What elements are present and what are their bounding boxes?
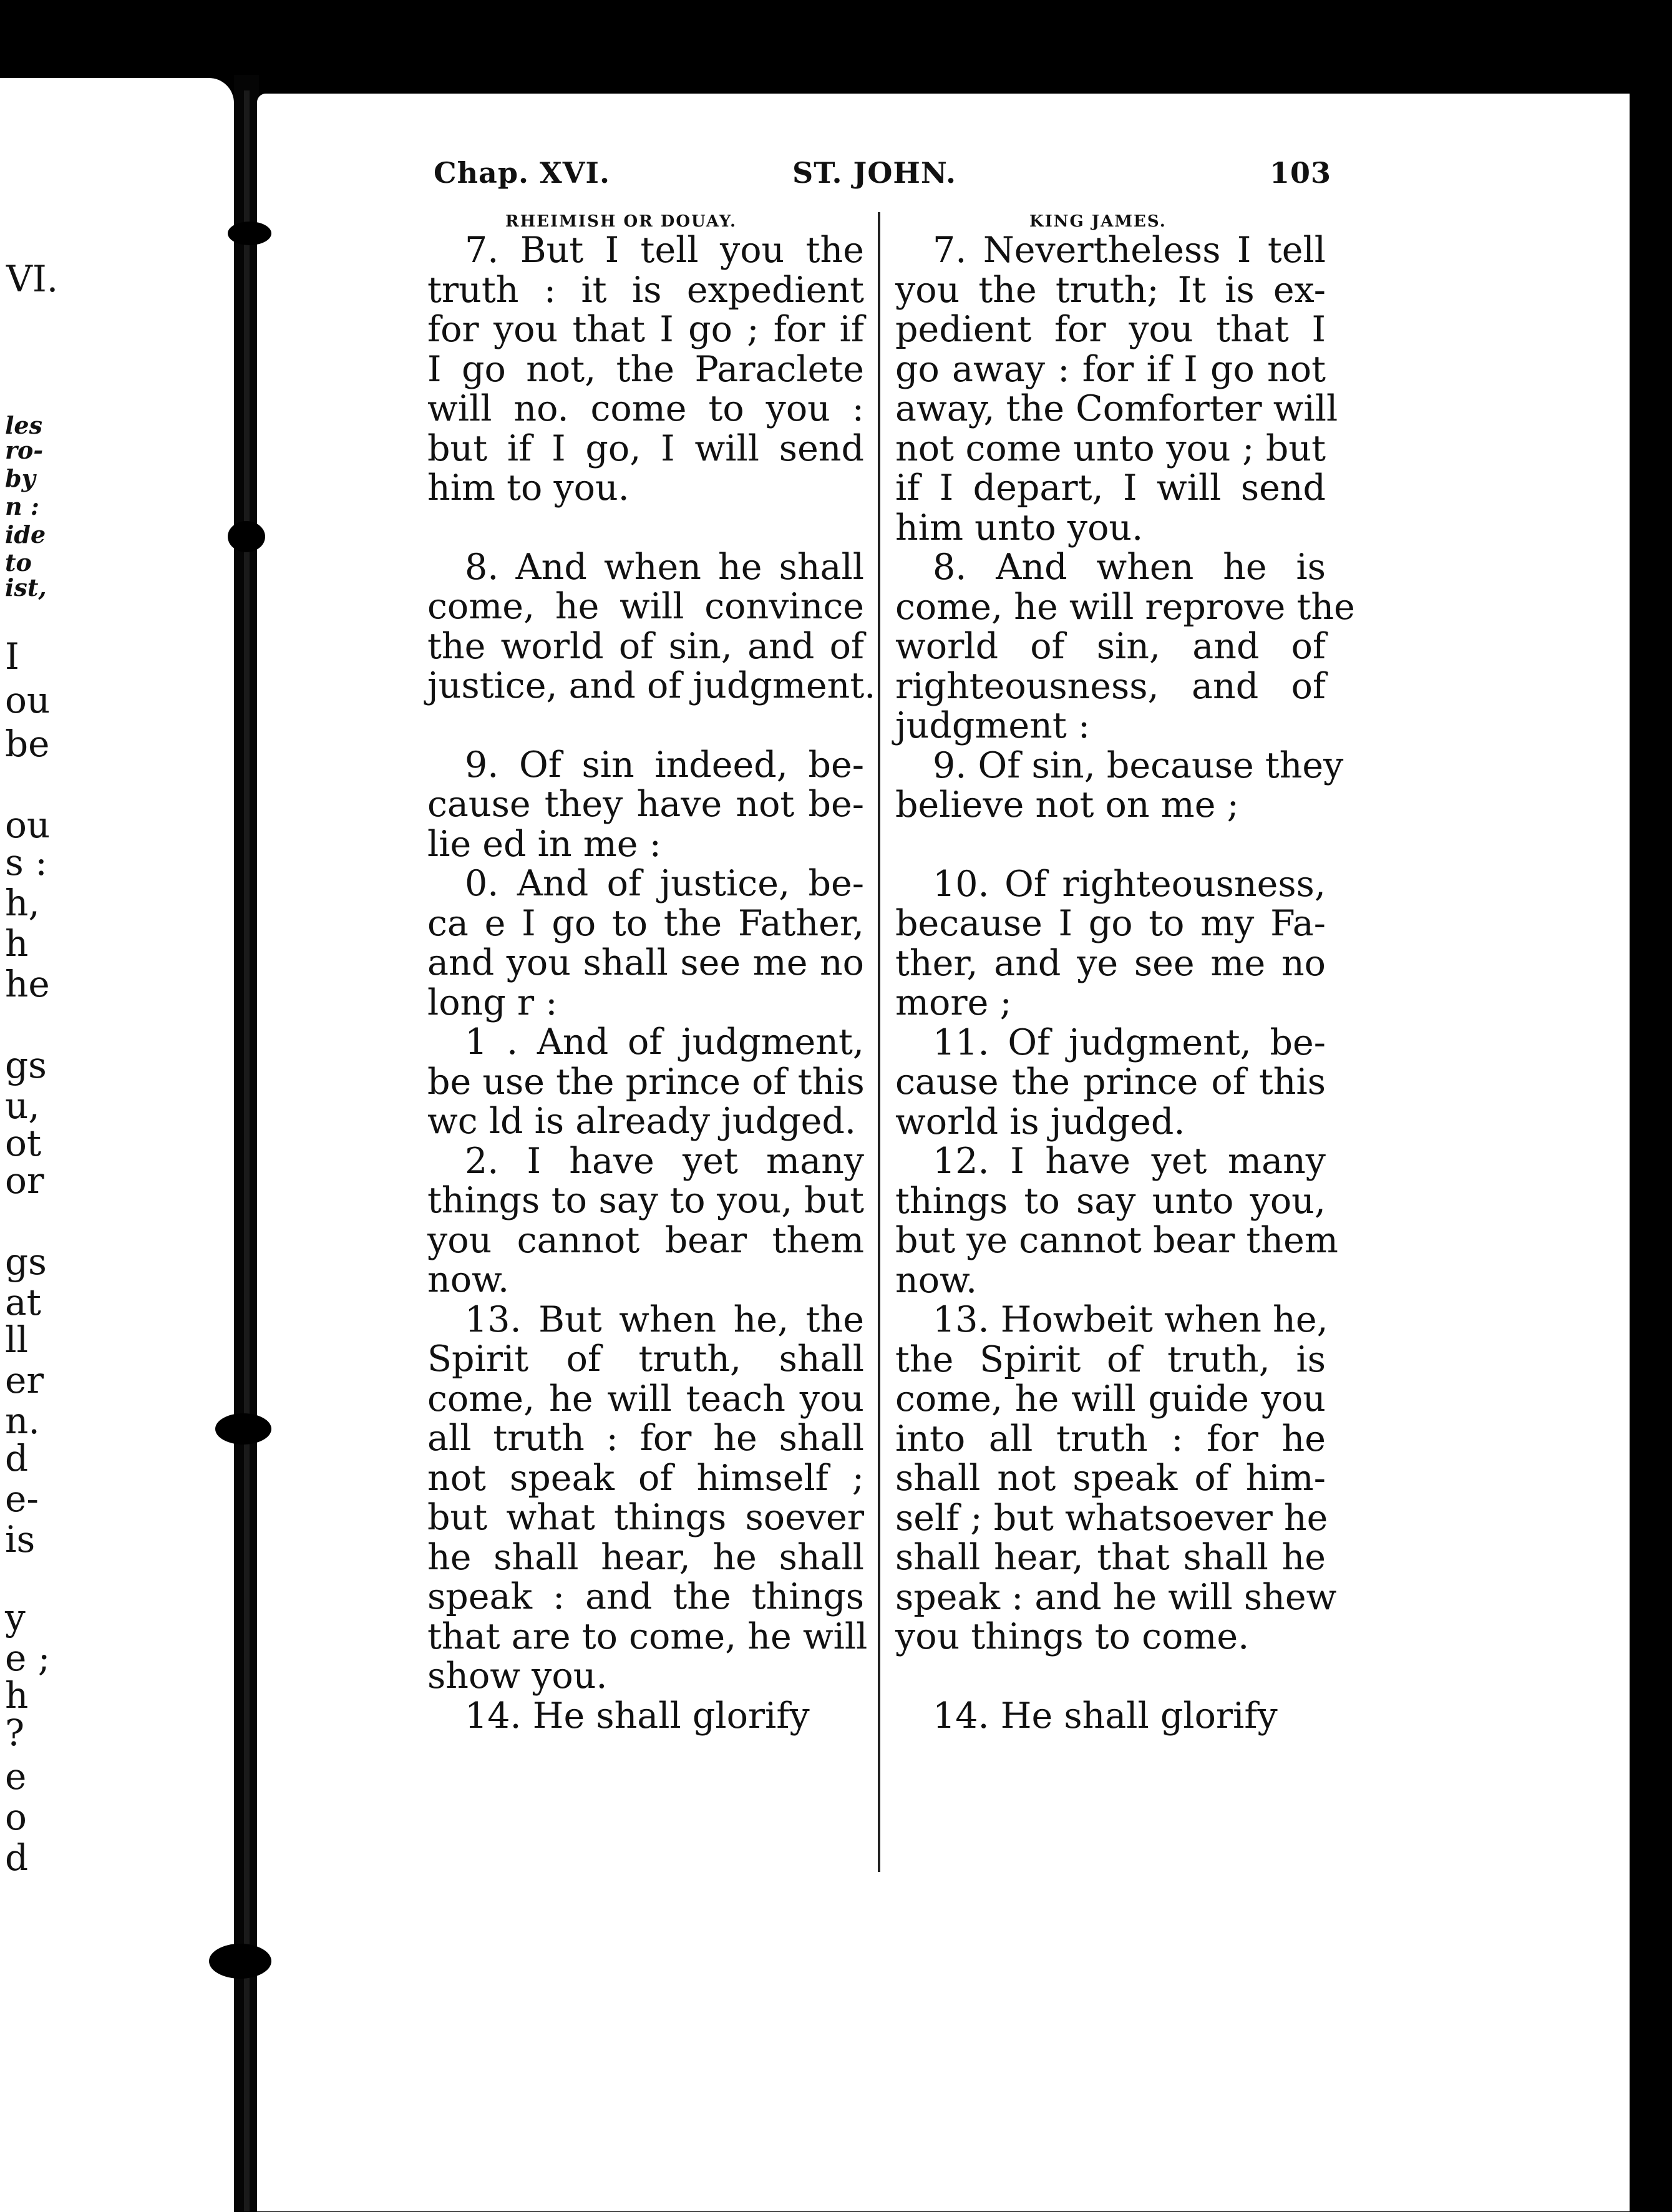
verse-line: but what things soever [427, 1497, 864, 1538]
verse [895, 1299, 1337, 1657]
verse-line: 9. Of sin indeed, be- [465, 744, 864, 786]
verse-line: come, he will convince [427, 586, 864, 627]
verse-line: come, he will guide you [895, 1378, 1326, 1420]
douay-column-heading: RHEIMISH OR DOUAY. [505, 212, 737, 231]
verse-line: pedient for you that I [895, 309, 1326, 350]
verse-line: into all truth : for he [895, 1418, 1326, 1459]
verse [427, 231, 864, 509]
verse-line: 9. Of sin, because they [933, 744, 1344, 786]
left-page-text-fragment: s : [5, 841, 47, 884]
verse-line: 11. Of judgment, be- [933, 1021, 1326, 1063]
verse [427, 1142, 864, 1300]
verse-line: wc ld is already judged. [427, 1101, 856, 1142]
verse [427, 546, 876, 706]
left-page-text-fragment: he [5, 963, 50, 1005]
left-page-text-fragment: gs [5, 1044, 47, 1086]
column-divider [878, 212, 880, 1872]
verse-line: things to say unto you, [895, 1180, 1326, 1222]
page-number: 103 [1270, 156, 1332, 190]
verse-line: 8. And when he shall [465, 546, 864, 588]
verse-line: cause they have not be- [427, 784, 864, 825]
verse-line: and you shall see me no [427, 942, 864, 983]
verse-line: you the truth; It is ex- [895, 269, 1326, 311]
verse-line: the world of sin, and of [427, 625, 864, 667]
verse-line: shall not speak of him- [895, 1458, 1326, 1499]
binding-thread [244, 90, 250, 2211]
verse [895, 744, 1344, 826]
verse-line: I go not, the Paraclete [427, 348, 864, 390]
verse-line: him to you. [427, 467, 629, 509]
chapter-heading: Chap. XVI. [434, 156, 610, 190]
verse-line: 7. Nevertheless I tell [933, 230, 1326, 271]
verse-line: world is judged. [895, 1101, 1185, 1143]
verse-line: 12. I have yet many [933, 1141, 1326, 1182]
left-page-text-fragment: d [5, 1437, 29, 1479]
verse-line: all truth : for he shall [427, 1418, 864, 1459]
left-page-text-fragment: at [5, 1281, 41, 1323]
verse [895, 1023, 1326, 1143]
verse-line: 13. Howbeit when he, [933, 1299, 1328, 1340]
left-page-text-fragment: h [5, 922, 29, 965]
left-page-text-fragment: ist, [5, 573, 47, 602]
verse-line: away, the Comforter will [895, 388, 1338, 429]
douay-column [427, 230, 876, 1737]
left-page-text-fragment: be [5, 723, 50, 765]
left-page-text-fragment: er [5, 1359, 44, 1401]
left-page-text-fragment: e [5, 1755, 27, 1798]
left-page-text-fragment: is [5, 1518, 36, 1561]
verse [427, 746, 864, 865]
verse-line: cause the prince of this [895, 1061, 1326, 1103]
left-page-text-fragment: ll [5, 1318, 29, 1361]
left-page-fragment [0, 78, 234, 2212]
verse-line: long r : [427, 982, 558, 1023]
verse-line: more ; [895, 982, 1012, 1023]
verse-gap [427, 509, 864, 548]
verse-gap [895, 826, 1326, 865]
verse [427, 1298, 868, 1697]
scan-speck [883, 47, 893, 57]
verse-line: come, he will teach you [427, 1378, 864, 1420]
verse-line: now. [427, 1259, 510, 1300]
left-page-text-fragment: u, [5, 1084, 40, 1127]
binding-knot [215, 1413, 271, 1445]
verse [895, 1697, 1326, 1737]
left-page-text-fragment: ou [5, 679, 51, 721]
verse [895, 865, 1326, 1023]
left-page-text-fragment: n : [5, 492, 39, 520]
left-page-text-fragment: ? [5, 1712, 25, 1754]
left-page-text-fragment: to [5, 548, 32, 577]
verse-line: believe not on me ; [895, 784, 1239, 826]
verse-line: 0. And of justice, be- [465, 863, 864, 904]
verse-line: for you that I go ; for if [427, 309, 864, 350]
verse-line: he shall hear, he shall [427, 1536, 864, 1578]
verse-line: righteousness, and of [895, 665, 1326, 707]
verse-line: judgment : [895, 705, 1091, 746]
verse-line: 7. But I tell you the [465, 230, 864, 271]
verse [895, 230, 1338, 548]
left-page-text-fragment: VI. [6, 258, 59, 300]
verse [895, 1141, 1338, 1301]
verse [427, 864, 864, 1023]
verse-line: things to say to you, but [427, 1180, 864, 1221]
verse-line: go away : for if I go not [895, 348, 1326, 390]
verse-line: 13. But when he, the [465, 1298, 864, 1340]
verse-line: not speak of himself ; [427, 1457, 864, 1499]
left-page-text-fragment: e- [5, 1478, 39, 1520]
verse-line: now. [895, 1259, 978, 1301]
left-page-text-fragment: n. [5, 1400, 40, 1442]
verse-line: come, he will reprove the [895, 586, 1355, 628]
left-page-text-fragment: ide [5, 520, 46, 548]
verse [427, 1697, 864, 1737]
verse-line: 14. He shall glorify [933, 1695, 1278, 1737]
scan-speck [147, 56, 157, 61]
verse-line: ca e I go to the Father, [427, 902, 864, 944]
left-page-text-fragment: ou [5, 804, 51, 846]
verse-line: but ye cannot bear them [895, 1220, 1338, 1261]
verse [427, 1023, 864, 1142]
verse-line: you things to come. [895, 1616, 1250, 1657]
verse-line: lie ed in me : [427, 823, 661, 865]
verse-line: self ; but whatsoever he [895, 1497, 1328, 1539]
left-page-text-fragment: I [5, 635, 19, 678]
verse-gap [895, 1657, 1326, 1697]
left-page-text-fragment: ro- [5, 436, 44, 464]
scan-border [1630, 94, 1672, 2211]
verse-line: if I depart, I will send [895, 467, 1326, 509]
verse-line: will no. come to you : [427, 388, 864, 429]
verse-line: that are to come, he will [427, 1615, 868, 1657]
left-page-text-fragment: or [5, 1159, 44, 1202]
left-page-text-fragment: gs [5, 1240, 47, 1283]
left-page-text-fragment: e ; [5, 1637, 51, 1679]
verse-line: 10. Of righteousness, [933, 863, 1326, 905]
verse-line: not come unto you ; but [895, 427, 1326, 469]
binding-knot [228, 521, 265, 552]
verse-line: speak : and the things [427, 1576, 864, 1617]
verse-line: you cannot bear them [427, 1219, 864, 1261]
verse-line: justice, and of judgment. [427, 665, 876, 706]
verse [895, 547, 1355, 746]
verse-line: ther, and ye see me no [895, 942, 1326, 984]
left-page-text-fragment: y [5, 1596, 26, 1639]
verse-line: world of sin, and of [895, 626, 1326, 667]
left-page-text-fragment: by [5, 464, 36, 492]
verse-line: 2. I have yet many [465, 1140, 864, 1182]
verse-line: speak : and he will shew [895, 1576, 1337, 1618]
verse-line: because I go to my Fa- [895, 903, 1326, 944]
left-page-text-fragment: d [5, 1836, 29, 1879]
binding-knot [209, 1944, 271, 1979]
verse-gap [427, 706, 864, 746]
verse-line: 8. And when he is [933, 547, 1326, 588]
king-james-column [895, 230, 1355, 1737]
left-page-text-fragment: h, [5, 882, 40, 924]
verse-line: him unto you. [895, 507, 1144, 548]
book-title: ST. JOHN. [792, 156, 956, 190]
left-page-text-fragment: h [5, 1674, 29, 1717]
verse-line: truth : it is expedient [427, 269, 864, 311]
verse-line: but if I go, I will send [427, 427, 864, 469]
binding-knot [228, 222, 271, 245]
verse-line: 1 . And of judgment, [465, 1021, 864, 1063]
verse-line: shall hear, that shall he [895, 1537, 1326, 1578]
verse-line: the Spirit of truth, is [895, 1338, 1326, 1380]
verse-line: be use the prince of this [427, 1061, 865, 1103]
left-page-text-fragment: ot [5, 1122, 42, 1164]
king-james-column-heading: KING JAMES. [1029, 212, 1167, 231]
verse-line: 14. He shall glorify [465, 1695, 810, 1737]
left-page-text-fragment: les [5, 411, 43, 439]
verse-line: show you. [427, 1655, 608, 1697]
left-page-text-fragment: o [5, 1796, 27, 1838]
verse-line: Spirit of truth, shall [427, 1338, 864, 1380]
